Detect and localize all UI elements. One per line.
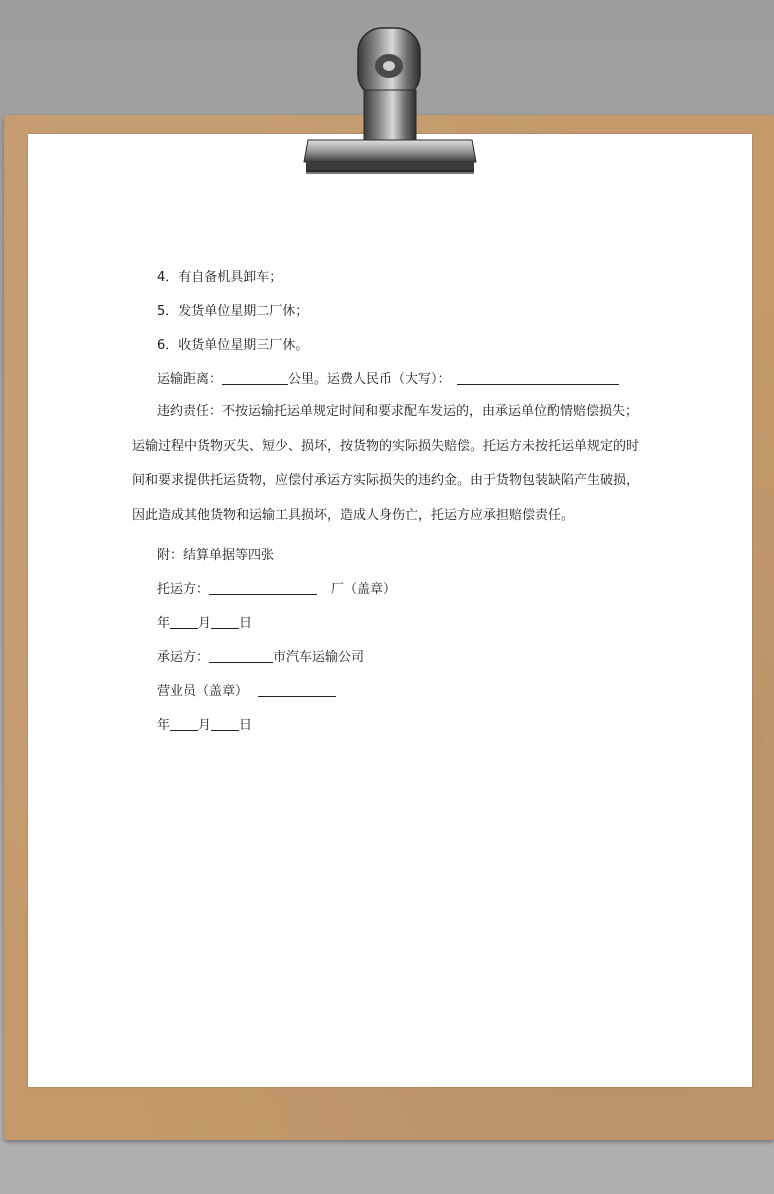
day-blank xyxy=(211,615,239,629)
clerk-label: 营业员（盖章） xyxy=(157,684,249,699)
binder-clip-icon xyxy=(300,22,480,180)
date-day: 日 xyxy=(239,616,253,631)
day-blank xyxy=(211,717,239,731)
date-month: 月 xyxy=(198,616,212,631)
carrier-blank xyxy=(209,649,273,663)
date-year: 年 xyxy=(157,718,171,733)
month-blank xyxy=(170,717,198,731)
carrier-line xyxy=(157,646,364,665)
distance-label: 运输距离： xyxy=(157,372,223,387)
carrier-suffix: 市汽车运输公司 xyxy=(273,650,365,665)
shipper-blank xyxy=(209,581,317,595)
list-item: 6．收货单位星期三厂休。 xyxy=(157,338,309,353)
fee-label: 运费人民币（大写）： xyxy=(327,372,451,387)
month-blank xyxy=(170,615,198,629)
carrier-label: 承运方： xyxy=(157,650,210,665)
shipper-suffix: 厂（盖章） xyxy=(331,582,397,597)
date-line xyxy=(157,714,252,733)
date-month: 月 xyxy=(198,718,212,733)
clerk-line xyxy=(157,680,336,699)
shipper-label: 托运方： xyxy=(157,582,210,597)
distance-line xyxy=(157,368,619,387)
paper-sheet xyxy=(28,134,752,1087)
clerk-blank xyxy=(258,683,336,697)
liability-paragraph: 违约责任：不按运输托运单规定时间和要求配车发运的，由承运单位酌情赔偿损失；运输过程中货物灭失、短少、损坏，按货物的实际损失赔偿。托运方未按托运单规定的时间和要求提供托运货物，应偿付承运方实际损失的违约金。由于货物包装缺陷产生破损，因此造成其他货物和运输工具损坏，造成人身伤亡，托运方应承担赔偿责任。 xyxy=(132,404,640,523)
list-item: 5．发货单位星期二厂休； xyxy=(157,304,309,319)
fee-blank xyxy=(457,371,619,385)
date-year: 年 xyxy=(157,616,171,631)
distance-unit: 公里。 xyxy=(288,372,328,387)
distance-blank xyxy=(222,371,288,385)
attachment-line: 附：结算单据等四张 xyxy=(157,548,275,563)
date-day: 日 xyxy=(239,718,253,733)
date-line xyxy=(157,612,252,631)
shipper-line xyxy=(157,578,396,597)
list-item: 4．有自备机具卸车； xyxy=(157,270,283,285)
